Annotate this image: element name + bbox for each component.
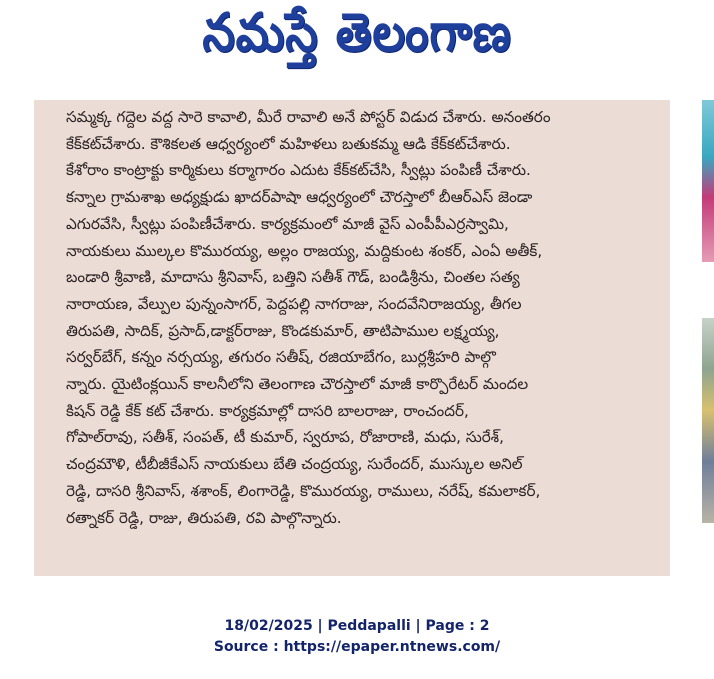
article-line: కేక్‌కట్‌చేశారు. కౌశికలత ఆధ్వర్యంలో మహిళలు బతుకమ్మ ఆడి కేక్‌కట్‌చేశారు.	[66, 134, 511, 153]
adjacent-photo-clipping-bottom	[702, 318, 714, 523]
article-line: రెడ్డి, దాసరి శ్రీనివాస్, శశాంక్, లింగారెడ్డి, కొమురయ్య, రాములు, నరేష్, కమలాకర్,	[66, 481, 541, 500]
article-line: నారాయణ, వేల్పుల పున్నంసాగర్, పెద్దపల్లి నాగరాజు, సందవేనిరాజయ్య, తీగల	[66, 294, 522, 313]
article-clipping	[34, 86, 670, 576]
article-line: చంద్రమౌళి, టీబీజీకేఎస్ నాయకులు బేతి చంద్రయ్య, సురేందర్, ముస్కుల అనిల్	[66, 455, 523, 474]
article-line: రత్నాకర్ రెడ్డి, రాజు, తిరుపతి, రవి పాల్గొన్నారు.	[66, 508, 342, 527]
article-line: న్నారు. యైటింక్లయిన్ కాలనీలోని తెలంగాణ చౌరస్తాలో మాజీ కార్పొరేటర్ మందల	[66, 375, 529, 394]
article-line: సర్వర్‌బేగ్, కన్నం నర్సయ్య, తగురం సతీష్, రజియాబేగం, బుర్లశ్రీహరి పాల్గొ	[66, 348, 496, 367]
article-line: ఎగురవేసి, స్వీట్లు పంపిణీచేశారు. కార్యక్రమంలో మాజీ వైస్ ఎంపీపీ‌ఎర్రస్వామి,	[66, 214, 509, 233]
article-line: కిషన్ రెడ్డి కేక్ కట్ చేశారు. కార్యక్రమాల్లో దాసరి బాలరాజు, రాంచందర్,	[66, 401, 469, 420]
clipping-footer	[0, 616, 714, 658]
newspaper-logo-title: నమస్తే తెలంగాణ	[202, 1, 512, 64]
article-line: కేశోరాం కాంట్రాక్టు కార్మికులు కర్మాగారం ఎదుట కేక్‌కట్‌చేసి, స్వీట్లు పంపిణీ చేశారు.	[66, 161, 531, 180]
article-line: కన్నాల గ్రామశాఖ అధ్యక్షుడు ఖాదర్‌పాషా ఆధ్వర్యంలో చౌరస్తాలో బీఆర్ఎస్ జెండా	[66, 188, 533, 207]
article-body	[66, 92, 664, 531]
article-line: సమ్మక్క గద్దెల వద్ద సారె కావాలి, మీరే రావాలి అనే పోస్టర్ విడుద చేశారు. అనంతరం	[66, 108, 551, 126]
article-line: గోపాల్‌రావు, సతీశ్, సంపత్, టీ కుమార్, స్వరూప, రోజారాణి, మధు, సురేశ్,	[66, 428, 504, 447]
adjacent-photo-clipping-top	[702, 100, 714, 262]
article-line: బండారి శ్రీవాణి, మాదాసు శ్రీనివాస్, బత్తిని సతీశ్ గౌడ్, బండిశ్రీను, చింతల సత్య	[66, 268, 520, 287]
masthead	[0, 0, 714, 78]
source-link[interactable]: Source : https://epaper.ntnews.com/	[213, 639, 501, 655]
article-line: తిరుపతి, సాదిక్, ప్రసాద్,డాక్టర్‌రాజు, కొండకుమార్, తాటిపాముల లక్ష్మయ్య,	[66, 321, 500, 340]
article-line: నాయకులు ముల్కల కొమురయ్య, అల్లం రాజయ్య, మద్దికుంట శంకర్, ఎంఏ అతీక్,	[66, 241, 543, 260]
edition-meta: 18/02/2025 | Peddapalli | Page : 2	[224, 618, 490, 634]
clipping-top-edge	[34, 86, 670, 100]
